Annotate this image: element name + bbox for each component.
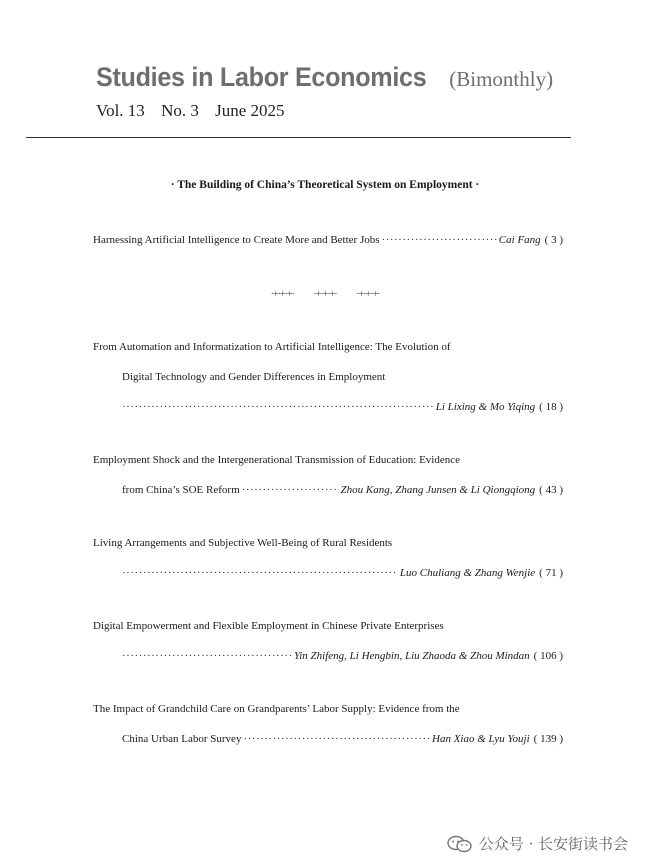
toc-line xyxy=(93,340,563,355)
article-title: Living Arrangements and Subjective Well-Being of Rural Residents xyxy=(93,537,393,549)
journal-title-subtitle: (Bimonthly) xyxy=(449,67,554,91)
page-number: ( 43 ) xyxy=(539,484,563,496)
separator-mark: ·+·+·+· xyxy=(270,289,294,300)
toc-entry xyxy=(93,536,563,581)
toc-line xyxy=(93,619,563,634)
toc-entry xyxy=(93,619,563,664)
toc-line xyxy=(93,649,563,664)
separator-mark: ·+·+·+· xyxy=(313,289,337,300)
article-authors: Luo Chuliang & Zhang Wenjie xyxy=(399,567,536,579)
page-number: ( 18 ) xyxy=(539,401,563,413)
page-number: ( 3 ) xyxy=(544,234,563,246)
toc-line xyxy=(93,400,563,415)
article-title: The Impact of Grandchild Care on Grandparents’ Labor Supply: Evidence from the xyxy=(93,703,460,715)
article-title: From Automation and Informatization to Artificial Intelligence: The Evolution of xyxy=(93,341,451,353)
issue-info xyxy=(96,101,553,121)
dot-leader xyxy=(122,566,398,581)
journal-title-main: Studies in Labor Economics xyxy=(96,62,427,92)
article-authors: Han Xiao & Lyu Youji xyxy=(432,733,530,745)
toc-line xyxy=(93,536,563,551)
article-authors: Yin Zhifeng, Li Hengbin, Liu Zhaoda & Zhou Mindan xyxy=(293,650,530,662)
article-authors: Zhou Kang, Zhang Junsen & Li Qiongqiong xyxy=(340,484,536,496)
dot-leader xyxy=(243,732,430,747)
issue-date: June 2025 xyxy=(215,101,285,120)
journal-title xyxy=(96,62,553,93)
toc-entry xyxy=(93,233,563,248)
dot-leader xyxy=(122,400,434,415)
toc-entry xyxy=(93,453,563,498)
toc-entry xyxy=(93,702,563,747)
toc-line xyxy=(93,233,563,248)
page-number: ( 71 ) xyxy=(539,567,563,579)
toc-line xyxy=(93,732,563,747)
watermark-text: 公众号 · 长安街读书会 xyxy=(478,835,628,853)
header-rule xyxy=(26,137,571,138)
article-authors: Cai Fang xyxy=(498,234,541,246)
article-title: Harnessing Artificial Intelligence to Create More and Better Jobs xyxy=(93,234,380,246)
article-authors: Li Lixing & Mo Yiqing xyxy=(435,401,536,413)
article-title: Employment Shock and the Intergenerational Transmission of Education: Evidence xyxy=(93,454,461,466)
article-title-cont: from China’s SOE Reform xyxy=(122,484,240,496)
page-number: ( 106 ) xyxy=(533,650,563,662)
section-title: · The Building of China’s Theoretical System on Employment · xyxy=(170,179,480,191)
volume: Vol. 13 xyxy=(96,101,145,120)
article-title-cont: Digital Technology and Gender Differences in Employment xyxy=(122,371,386,383)
dot-leader xyxy=(122,649,292,664)
issue-number: No. 3 xyxy=(161,101,199,120)
toc-line xyxy=(93,702,563,717)
dot-leader xyxy=(242,483,339,498)
toc-entry xyxy=(93,340,563,415)
toc-line xyxy=(93,566,563,581)
toc-line xyxy=(93,370,563,385)
dot-leader xyxy=(382,233,497,248)
journal-header xyxy=(96,62,553,121)
section-separator xyxy=(0,289,650,300)
separator-mark: ·+·+·+· xyxy=(356,289,380,300)
article-title-cont: China Urban Labor Survey xyxy=(122,733,242,745)
page-number: ( 139 ) xyxy=(533,733,563,745)
article-title: Digital Empowerment and Flexible Employment in Chinese Private Enterprises xyxy=(93,620,444,632)
toc-line xyxy=(93,453,563,468)
toc-line xyxy=(93,483,563,498)
wechat-icon xyxy=(447,835,473,853)
watermark xyxy=(447,833,628,854)
